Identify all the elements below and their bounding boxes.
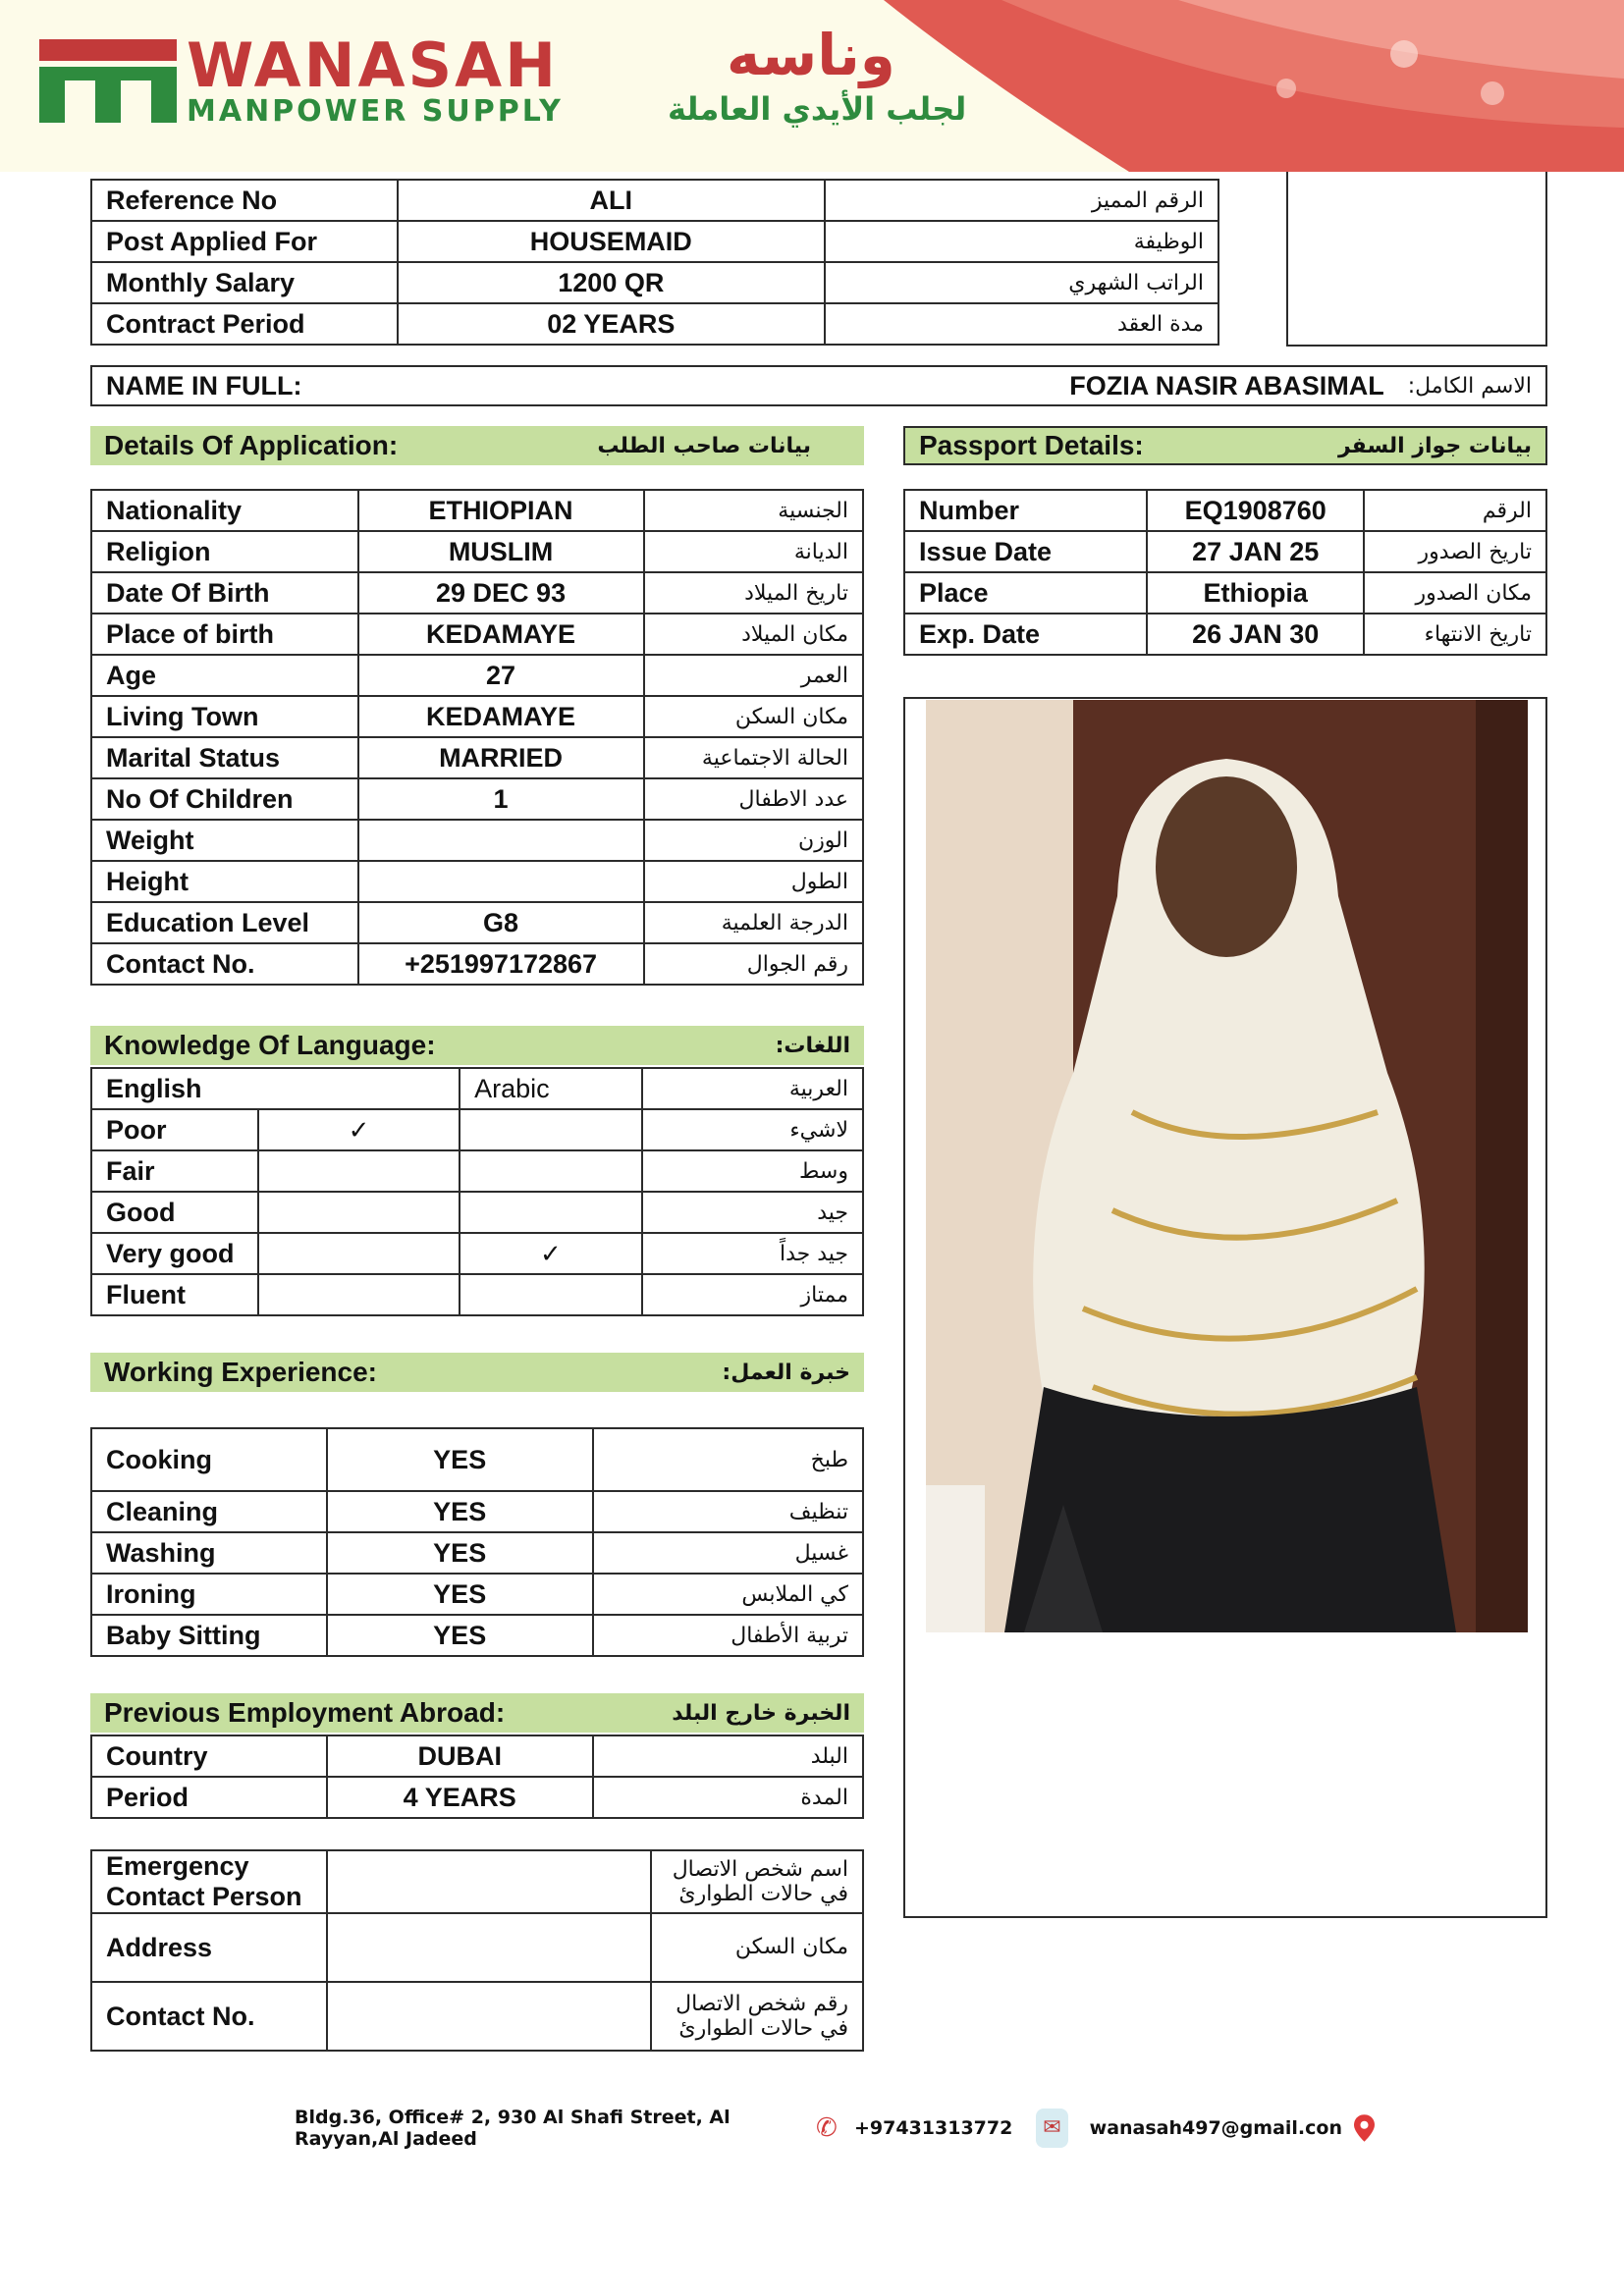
application-label-ar: الدرجة العلمية [644,902,863,943]
application-value: MARRIED [358,737,644,778]
application-row [91,490,863,531]
passport-label: Issue Date [904,531,1147,572]
application-label: Age [91,655,358,696]
application-title-ar: بيانات صاحب الطلب [597,433,811,458]
english-check-cell [258,1274,460,1315]
abroad-row [91,1735,863,1777]
application-label: Place of birth [91,614,358,655]
application-label: Weight [91,820,358,861]
application-value: 27 [358,655,644,696]
experience-row [91,1428,863,1491]
summary-row [91,303,1218,345]
experience-label-ar: تنظيف [593,1491,863,1532]
experience-label-ar: طبخ [593,1428,863,1491]
passport-row [904,572,1546,614]
language-level-row [91,1233,863,1274]
experience-label-ar: كي الملابس [593,1574,863,1615]
passport-title-ar: بيانات جواز السفر [1337,433,1532,458]
full-name-label: NAME IN FULL: [106,370,302,400]
passport-section-header [903,426,1547,465]
experience-value: YES [327,1532,593,1574]
summary-value: ALI [398,180,825,221]
experience-label: Cleaning [91,1491,327,1532]
footer-phone[interactable]: +97431313772 [854,2117,1013,2139]
passport-row [904,531,1546,572]
application-value: +251997172867 [358,943,644,985]
candidate-photo [926,700,1528,1632]
passport-label-ar: تاريخ الانتهاء [1364,614,1546,655]
abroad-title-ar: الخبرة خارج البلد [672,1700,850,1726]
language-title: Knowledge Of Language: [104,1030,436,1060]
application-label-ar: الجنسية [644,490,863,531]
language-level-row [91,1274,863,1315]
passport-value: 26 JAN 30 [1147,614,1364,655]
passport-label: Number [904,490,1147,531]
application-label-ar: رقم الجوال [644,943,863,985]
application-table [90,489,864,986]
photo-stamp-box [1286,172,1547,347]
arabic-check-cell [460,1150,642,1192]
emergency-label-ar: رقم شخص الاتصال في حالات الطوارئ [651,1982,863,2051]
application-value [358,861,644,902]
language-col-english: English [91,1068,460,1109]
language-level-label: Fair [91,1150,258,1192]
summary-row [91,221,1218,262]
language-level-label-ar: جيد جداً [642,1233,863,1274]
passport-row [904,614,1546,655]
experience-title-ar: خبرة العمل: [722,1360,850,1385]
language-level-label-ar: ممتاز [642,1274,863,1315]
application-label: Height [91,861,358,902]
application-section-header [90,426,864,465]
summary-label-ar: الراتب الشهري [825,262,1218,303]
language-level-label-ar: جيد [642,1192,863,1233]
application-row [91,655,863,696]
application-row [91,943,863,985]
experience-value: YES [327,1615,593,1656]
footer-address: Bldg.36, Office# 2, 930 Al Shafi Street, Al Rayyan,Al Jadeed [295,2107,731,2150]
english-check-cell [258,1233,460,1274]
abroad-row [91,1777,863,1818]
application-row [91,820,863,861]
passport-title: Passport Details: [919,430,1144,460]
passport-label-ar: الرقم [1364,490,1546,531]
arabic-check-cell: ✓ [460,1233,642,1274]
language-header-row [91,1068,863,1109]
application-label: Education Level [91,902,358,943]
footer [295,2109,1375,2148]
summary-value: 02 YEARS [398,303,825,345]
full-name-value: FOZIA NASIR ABASIMAL [1069,370,1384,400]
emergency-label-ar: اسم شخص الاتصال في حالات الطوارئ [651,1850,863,1913]
emergency-row [91,1913,863,1982]
experience-label-ar: تربية الأطفال [593,1615,863,1656]
application-label-ar: العمر [644,655,863,696]
emergency-value [327,1850,652,1913]
application-title: Details Of Application: [104,430,399,460]
experience-label: Washing [91,1532,327,1574]
summary-row [91,180,1218,221]
abroad-title: Previous Employment Abroad: [104,1697,506,1728]
application-label-ar: الحالة الاجتماعية [644,737,863,778]
abroad-label-ar: البلد [593,1735,863,1777]
application-row [91,531,863,572]
experience-label-ar: غسيل [593,1532,863,1574]
application-label: Date Of Birth [91,572,358,614]
full-name-label-ar: الاسم الكامل: [1407,373,1532,399]
experience-label: Ironing [91,1574,327,1615]
emergency-value [327,1913,652,1982]
application-value: 1 [358,778,644,820]
summary-table [90,179,1219,346]
language-table [90,1067,864,1316]
experience-label: Baby Sitting [91,1615,327,1656]
passport-value: EQ1908760 [1147,490,1364,531]
language-level-label-ar: لاشيء [642,1109,863,1150]
application-label-ar: عدد الاطفال [644,778,863,820]
language-level-row [91,1150,863,1192]
abroad-table [90,1735,864,1819]
phone-icon: ✆ [815,2113,838,2143]
summary-value: 1200 QR [398,262,825,303]
email-icon: ✉ [1036,2109,1067,2148]
emergency-value [327,1982,652,2051]
application-value: G8 [358,902,644,943]
language-level-row [91,1109,863,1150]
summary-value: HOUSEMAID [398,221,825,262]
emergency-label-ar: مكان السكن [651,1913,863,1982]
passport-label: Place [904,572,1147,614]
language-level-label: Good [91,1192,258,1233]
application-label-ar: الوزن [644,820,863,861]
summary-label: Reference No [91,180,398,221]
application-row [91,902,863,943]
emergency-label: Contact No. [91,1982,327,2051]
summary-label: Contract Period [91,303,398,345]
passport-row [904,490,1546,531]
header-banner [0,0,1624,172]
application-row [91,778,863,820]
tagline-ar: لجلب الأيدي العاملة [668,90,967,128]
emergency-row [91,1982,863,2051]
passport-table [903,489,1547,656]
emergency-row [91,1850,863,1913]
abroad-section-header [90,1693,864,1733]
application-row [91,572,863,614]
passport-label-ar: تاريخ الصدور [1364,531,1546,572]
summary-label: Post Applied For [91,221,398,262]
language-level-label: Very good [91,1233,258,1274]
passport-label: Exp. Date [904,614,1147,655]
location-pin-icon [1354,2111,1375,2145]
application-value: KEDAMAYE [358,696,644,737]
experience-row [91,1532,863,1574]
application-value: KEDAMAYE [358,614,644,655]
experience-row [91,1574,863,1615]
application-label: Living Town [91,696,358,737]
abroad-label: Period [91,1777,327,1818]
application-label: No Of Children [91,778,358,820]
full-name-row [90,365,1547,406]
language-level-row [91,1192,863,1233]
arabic-check-cell [460,1109,642,1150]
experience-row [91,1615,863,1656]
experience-section-header [90,1353,864,1392]
abroad-value: 4 YEARS [327,1777,593,1818]
application-label: Religion [91,531,358,572]
summary-label-ar: الوظيفة [825,221,1218,262]
application-row [91,737,863,778]
emergency-label: Emergency Contact Person [91,1850,327,1913]
language-col-ar: العربية [642,1068,863,1109]
footer-email[interactable]: wanasah497@gmail.con [1089,2117,1342,2139]
brand-name-ar: وناسه [727,22,895,88]
application-label: Nationality [91,490,358,531]
experience-value: YES [327,1491,593,1532]
summary-label-ar: مدة العقد [825,303,1218,345]
experience-table [90,1427,864,1657]
application-value [358,820,644,861]
abroad-label-ar: المدة [593,1777,863,1818]
emergency-table [90,1849,864,2052]
application-label-ar: الديانة [644,531,863,572]
wanasah-logo-icon [39,39,177,123]
summary-label-ar: الرقم المميز [825,180,1218,221]
abroad-value: DUBAI [327,1735,593,1777]
brand-name-en: WANASAH [187,29,559,101]
arabic-check-cell [460,1274,642,1315]
english-check-cell [258,1150,460,1192]
language-col-arabic: Arabic [460,1068,642,1109]
application-row [91,614,863,655]
arabic-check-cell [460,1192,642,1233]
passport-value: Ethiopia [1147,572,1364,614]
language-level-label: Poor [91,1109,258,1150]
language-section-header [90,1026,864,1065]
language-level-label: Fluent [91,1274,258,1315]
application-label-ar: تاريخ الميلاد [644,572,863,614]
summary-label: Monthly Salary [91,262,398,303]
emergency-label: Address [91,1913,327,1982]
experience-title: Working Experience: [104,1357,378,1387]
experience-row [91,1491,863,1532]
experience-label: Cooking [91,1428,327,1491]
application-label: Contact No. [91,943,358,985]
passport-value: 27 JAN 25 [1147,531,1364,572]
application-label-ar: الطول [644,861,863,902]
application-label-ar: مكان السكن [644,696,863,737]
application-value: 29 DEC 93 [358,572,644,614]
application-value: MUSLIM [358,531,644,572]
english-check-cell [258,1192,460,1233]
experience-value: YES [327,1428,593,1491]
tagline-en: MANPOWER SUPPLY [187,94,564,129]
language-title-ar: اللغات: [775,1033,850,1058]
english-check-cell: ✓ [258,1109,460,1150]
application-value: ETHIOPIAN [358,490,644,531]
application-label-ar: مكان الميلاد [644,614,863,655]
summary-row [91,262,1218,303]
abroad-label: Country [91,1735,327,1777]
application-row [91,861,863,902]
application-label: Marital Status [91,737,358,778]
passport-label-ar: مكان الصدور [1364,572,1546,614]
application-row [91,696,863,737]
language-level-label-ar: وسط [642,1150,863,1192]
experience-value: YES [327,1574,593,1615]
